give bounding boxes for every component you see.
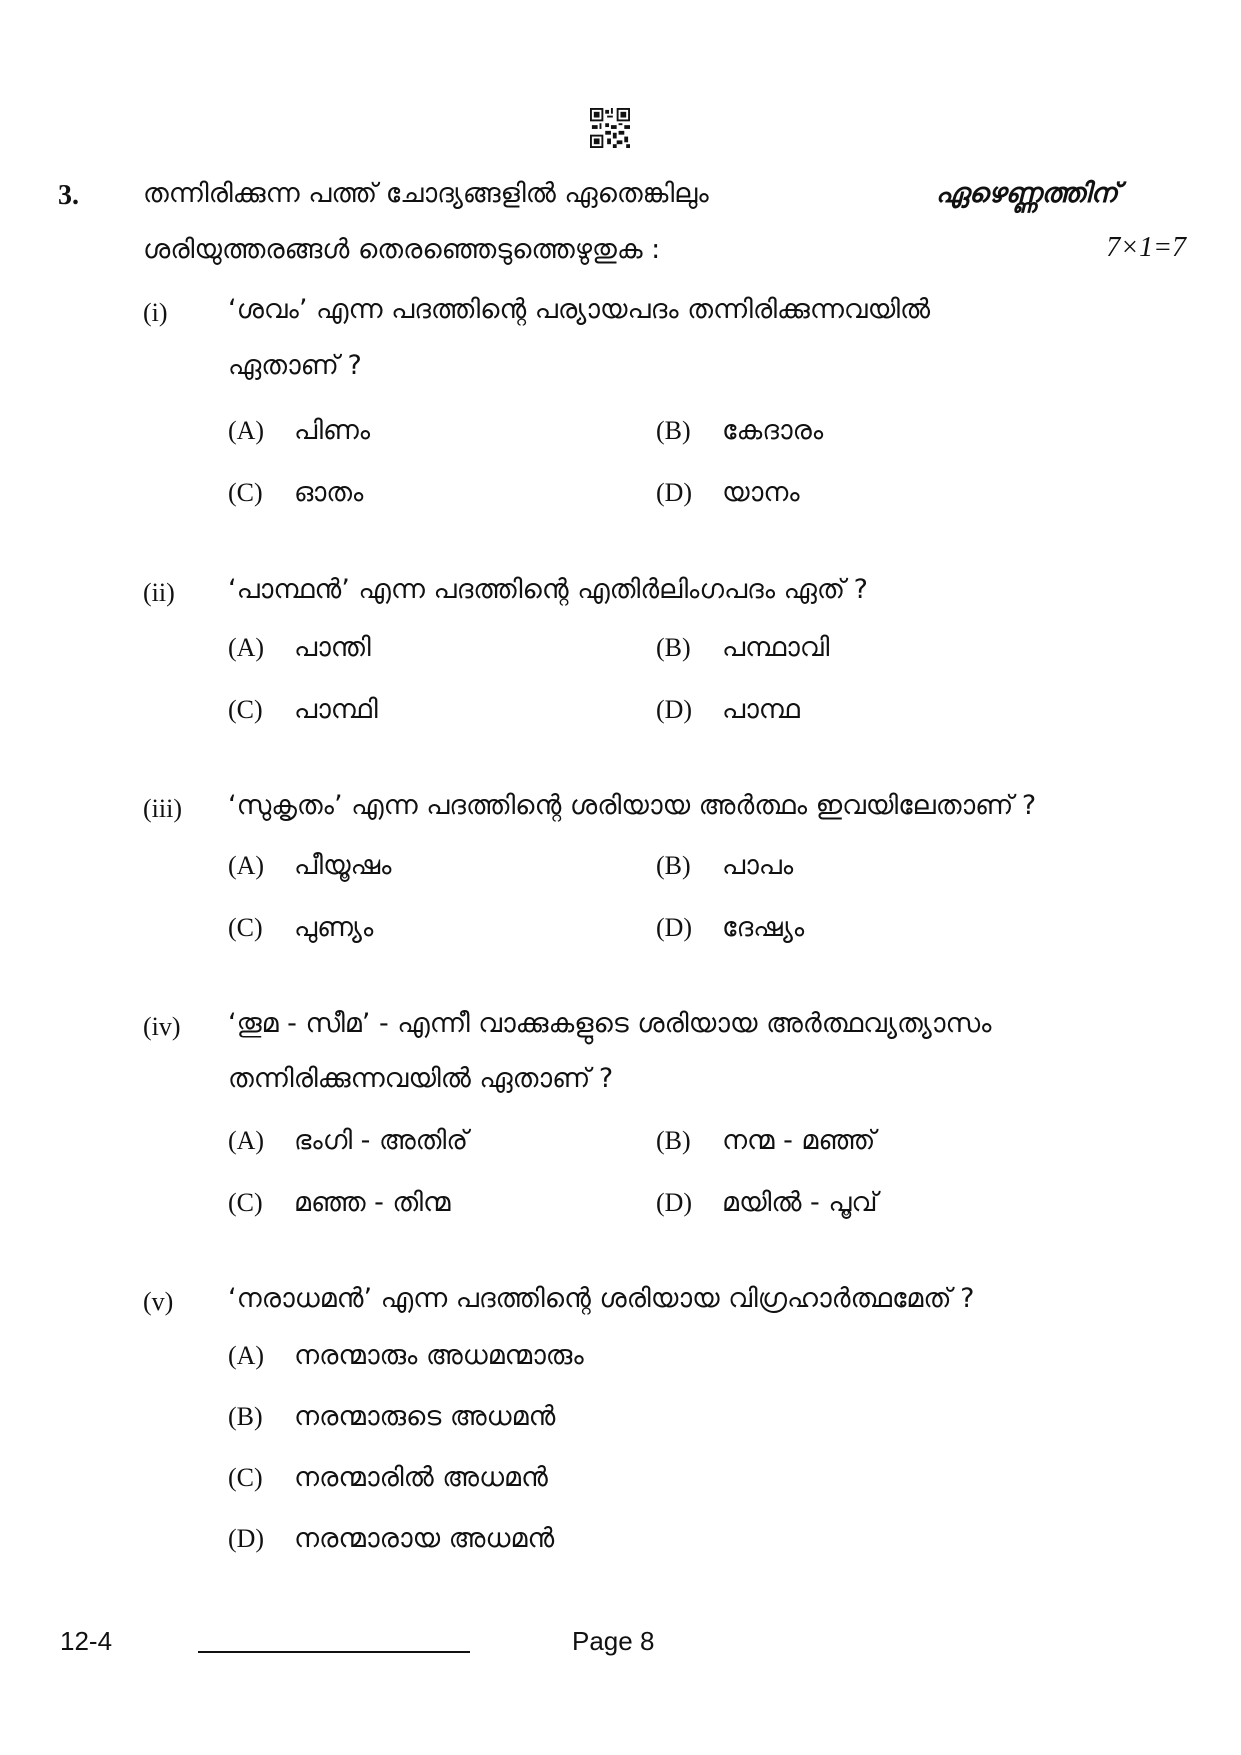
question-instruction-line2: ശരിയുത്തരങ്ങൾ തെരഞ്ഞെടുത്തെഴുതുക : bbox=[143, 234, 661, 265]
option-text: മയിൽ - പൂവ് bbox=[722, 1187, 878, 1218]
option-text: പുണ്യം bbox=[294, 912, 374, 943]
question-instruction-line1 bbox=[143, 178, 1118, 210]
item-stem-line2: ഏതാണ് ? bbox=[228, 350, 362, 381]
option-label: (C) bbox=[228, 1188, 263, 1217]
option-label: (A) bbox=[228, 1341, 265, 1370]
option bbox=[228, 1523, 554, 1555]
item-stem-line1: ‘നരാധമൻ’ എന്ന പദത്തിന്റെ ശരിയായ വിഗ്രഹാർത്ഥമേത് ? bbox=[228, 1283, 975, 1314]
option bbox=[656, 850, 793, 882]
option-text: നരന്മാരുടെ അധമൻ bbox=[294, 1401, 556, 1432]
option-label: (B) bbox=[656, 851, 691, 880]
item-number: (ii) bbox=[143, 578, 175, 607]
option-label: (B) bbox=[656, 416, 691, 445]
option bbox=[228, 1187, 450, 1219]
option bbox=[656, 1125, 875, 1157]
option bbox=[228, 1401, 555, 1433]
option-label: (D) bbox=[656, 1188, 693, 1217]
option-text: പാപം bbox=[722, 850, 794, 881]
option-text: ഓതം bbox=[294, 477, 364, 508]
item-stem bbox=[228, 1008, 1118, 1040]
option-text: നരന്മാരും അധമന്മാരും bbox=[294, 1340, 584, 1371]
item-number: (iii) bbox=[143, 794, 182, 823]
item-number: (iv) bbox=[143, 1012, 181, 1041]
option bbox=[656, 477, 800, 509]
option-text: യാനം bbox=[722, 477, 800, 508]
paper-code: 12-4 bbox=[60, 1626, 113, 1656]
question-number: 3. bbox=[58, 180, 79, 211]
option-label: (D) bbox=[656, 695, 693, 724]
option-label: (A) bbox=[228, 633, 265, 662]
option bbox=[656, 415, 823, 447]
page-number: Page 8 bbox=[572, 1626, 655, 1656]
option bbox=[228, 1462, 548, 1494]
option-label: (C) bbox=[228, 1463, 263, 1492]
instruction-emphasis: ഏഴെണ്ണത്തിന് bbox=[935, 178, 1118, 209]
option-text: പാന്ഥി bbox=[294, 694, 378, 725]
item-number: (v) bbox=[143, 1287, 174, 1316]
option bbox=[656, 694, 800, 726]
option-label: (D) bbox=[228, 1524, 265, 1553]
option-text: മഞ്ഞ - തിന്മ bbox=[294, 1187, 451, 1218]
option-text: നരന്മാരിൽ അധമൻ bbox=[294, 1462, 548, 1493]
item-stem-line1: ‘ശവം’ എന്ന പദത്തിന്റെ പര്യായപദം തന്നിരിക്കുന്നവയിൽ bbox=[228, 294, 931, 325]
marks-allocation: 7×1=7 bbox=[1106, 232, 1186, 263]
item-stem-line1: ‘തൂമ - സീമ’ - എന്നീ വാക്കുകളുടെ ശരിയായ അർത്ഥവ്യത്യാസം bbox=[228, 1008, 992, 1039]
instruction-text: തന്നിരിക്കുന്ന പത്ത് ചോദ്യങ്ങളിൽ ഏതെങ്കിലും bbox=[143, 178, 709, 209]
option bbox=[228, 694, 378, 726]
option-text: പിണം bbox=[294, 415, 371, 446]
item-stem-line2: തന്നിരിക്കുന്നവയിൽ ഏതാണ് ? bbox=[228, 1063, 614, 1094]
option bbox=[656, 632, 829, 664]
option-label: (C) bbox=[228, 913, 263, 942]
option-text: പീയൂഷം bbox=[294, 850, 392, 881]
option bbox=[228, 477, 363, 509]
option bbox=[228, 1125, 468, 1157]
item-number: (i) bbox=[143, 298, 168, 327]
option-text: പന്ഥാവി bbox=[722, 632, 830, 663]
option-text: പാന്ഥ bbox=[722, 694, 800, 725]
item-stem-line1: ‘പാന്ഥൻ’ എന്ന പദത്തിന്റെ എതിർലിംഗപദം ഏത് ? bbox=[228, 574, 868, 605]
option-label: (B) bbox=[228, 1402, 263, 1431]
item-stem-line1: ‘സുകൃതം’ എന്ന പദത്തിന്റെ ശരിയായ അർത്ഥം ഇവയിലേതാണ് ? bbox=[228, 790, 1037, 821]
option-text: ദേഷ്യം bbox=[722, 912, 805, 943]
option bbox=[228, 415, 370, 447]
option-label: (C) bbox=[228, 695, 263, 724]
option-text: നരന്മാരായ അധമൻ bbox=[294, 1523, 555, 1554]
option-label: (A) bbox=[228, 416, 265, 445]
option-label: (B) bbox=[656, 633, 691, 662]
item-stem bbox=[228, 294, 1118, 326]
option bbox=[228, 1340, 584, 1372]
option bbox=[656, 1187, 878, 1219]
option-label: (A) bbox=[228, 851, 265, 880]
option-text: പാന്തി bbox=[294, 632, 371, 663]
option-label: (C) bbox=[228, 478, 263, 507]
option-text: ഭംഗി - അതിര് bbox=[294, 1125, 468, 1156]
option bbox=[228, 912, 373, 944]
option-label: (D) bbox=[656, 478, 693, 507]
footer-divider bbox=[198, 1651, 470, 1653]
option-label: (A) bbox=[228, 1126, 265, 1155]
option-label: (D) bbox=[656, 913, 693, 942]
option bbox=[228, 850, 392, 882]
option-text: നന്മ - മഞ്ഞ് bbox=[722, 1125, 876, 1156]
option bbox=[656, 912, 804, 944]
qr-code-icon bbox=[590, 108, 630, 148]
option-label: (B) bbox=[656, 1126, 691, 1155]
option bbox=[228, 632, 371, 664]
option-text: കേദാരം bbox=[722, 415, 824, 446]
